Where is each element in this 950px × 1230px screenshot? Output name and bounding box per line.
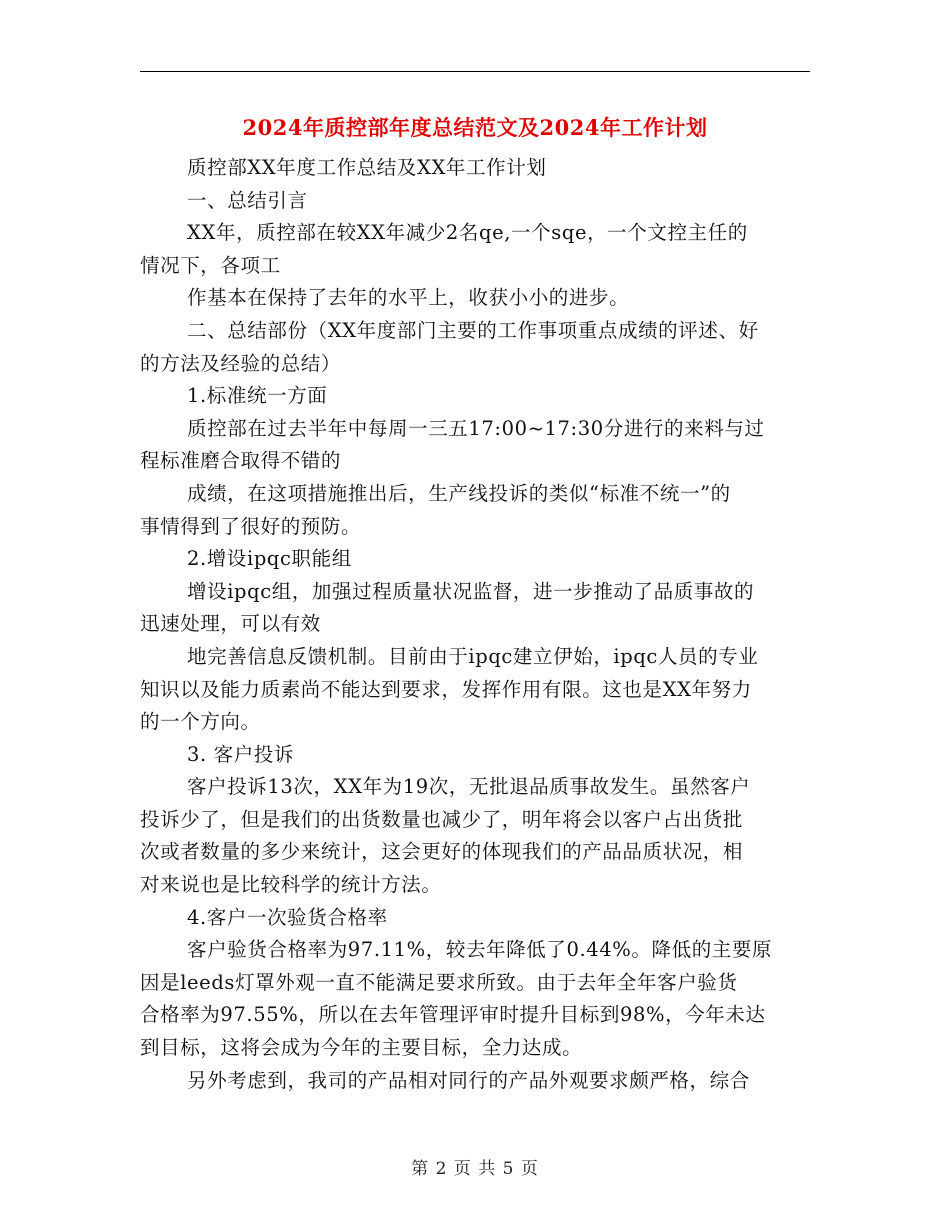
paragraph-line: 的方法及经验的总结） xyxy=(140,351,342,375)
paragraph-line: 地完善信息反馈机制。目前由于ipqc建立伊始，ipqc人员的专业 xyxy=(187,644,759,668)
paragraph-line: 投诉少了，但是我们的出货数量也减少了，明年将会以客户占出货批 xyxy=(140,807,744,831)
document-title: 2024年质控部年度总结范文及2024年工作计划 xyxy=(242,115,708,140)
paragraph-line: 迅速处理，可以有效 xyxy=(140,612,321,636)
paragraph-line: 2.增设ipqc职能组 xyxy=(187,547,352,571)
paragraph xyxy=(140,902,810,935)
paragraph-line: 作基本在保持了去年的水平上，收获小小的进步。 xyxy=(187,286,630,310)
paragraph-line: 知识以及能力质素尚不能达到要求，发挥作用有限。这也是XX年努力 xyxy=(140,677,752,701)
page-number: 第 2 页 共 5 页 xyxy=(411,1159,539,1179)
paragraph xyxy=(140,1065,810,1098)
paragraph-line: 合格率为97.55%，所以在去年管理评审时提升目标到98%，今年未达 xyxy=(140,1003,766,1027)
paragraph xyxy=(140,413,810,478)
paragraph-line: 1.标准统一方面 xyxy=(187,384,328,408)
paragraph xyxy=(140,185,810,218)
paragraph-line: 次或者数量的多少来统计，这会更好的体现我们的产品品质状况，相 xyxy=(140,840,744,864)
paragraph-line: XX年，质控部在较XX年减少2名qe,一个sqe，一个文控主任的 xyxy=(187,221,748,245)
paragraph xyxy=(140,771,810,901)
paragraph xyxy=(140,315,810,380)
paragraph-line: 的一个方向。 xyxy=(140,710,261,734)
paragraph xyxy=(140,543,810,576)
paragraph-line: 对来说也是比较科学的统计方法。 xyxy=(140,873,442,897)
paragraph-line: 成绩，在这项措施推出后，生产线投诉的类似“标准不统一”的 xyxy=(187,481,731,505)
paragraph-line: 事情得到了很好的预防。 xyxy=(140,514,362,538)
paragraph xyxy=(140,152,810,185)
paragraph xyxy=(140,739,810,772)
paragraph-line: 到目标，这将会成为今年的主要目标，全力达成。 xyxy=(140,1036,583,1060)
paragraph-line: 因是leeds灯罩外观一直不能满足要求所致。由于去年全年客户验货 xyxy=(140,970,738,994)
paragraph-line: 客户投诉13次，XX年为19次，无批退品质事故发生。虽然客户 xyxy=(187,775,751,799)
header-rule xyxy=(140,71,810,72)
paragraph xyxy=(140,380,810,413)
paragraph xyxy=(140,478,810,543)
paragraph-line: 4.客户一次验货合格率 xyxy=(187,905,388,929)
paragraph-line: 二、总结部份（XX年度部门主要的工作事项重点成绩的评述、好 xyxy=(187,318,759,342)
paragraph-line: 另外考虑到，我司的产品相对同行的产品外观要求颇严格，综合 xyxy=(187,1068,750,1092)
paragraph xyxy=(140,576,810,641)
paragraph-line: 3. 客户投诉 xyxy=(187,742,295,766)
paragraph xyxy=(140,641,810,739)
paragraph-line: 客户验货合格率为97.11%，较去年降低了0.44%。降低的主要原 xyxy=(187,938,773,962)
paragraph xyxy=(140,217,810,282)
paragraph-line: 增设ipqc组，加强过程质量状况监督，进一步推动了品质事故的 xyxy=(187,579,755,603)
paragraph-line: 质控部在过去半年中每周一三五17:00~17:30分进行的来料与过 xyxy=(187,416,765,440)
paragraph-line: 质控部XX年度工作总结及XX年工作计划 xyxy=(187,156,547,179)
document-body xyxy=(140,152,810,1097)
paragraph xyxy=(140,934,810,1064)
paragraph-line: 一、总结引言 xyxy=(187,188,308,212)
paragraph-line: 情况下，各项工 xyxy=(140,253,281,277)
paragraph-line: 程标准磨合取得不错的 xyxy=(140,449,342,473)
paragraph xyxy=(140,282,810,315)
